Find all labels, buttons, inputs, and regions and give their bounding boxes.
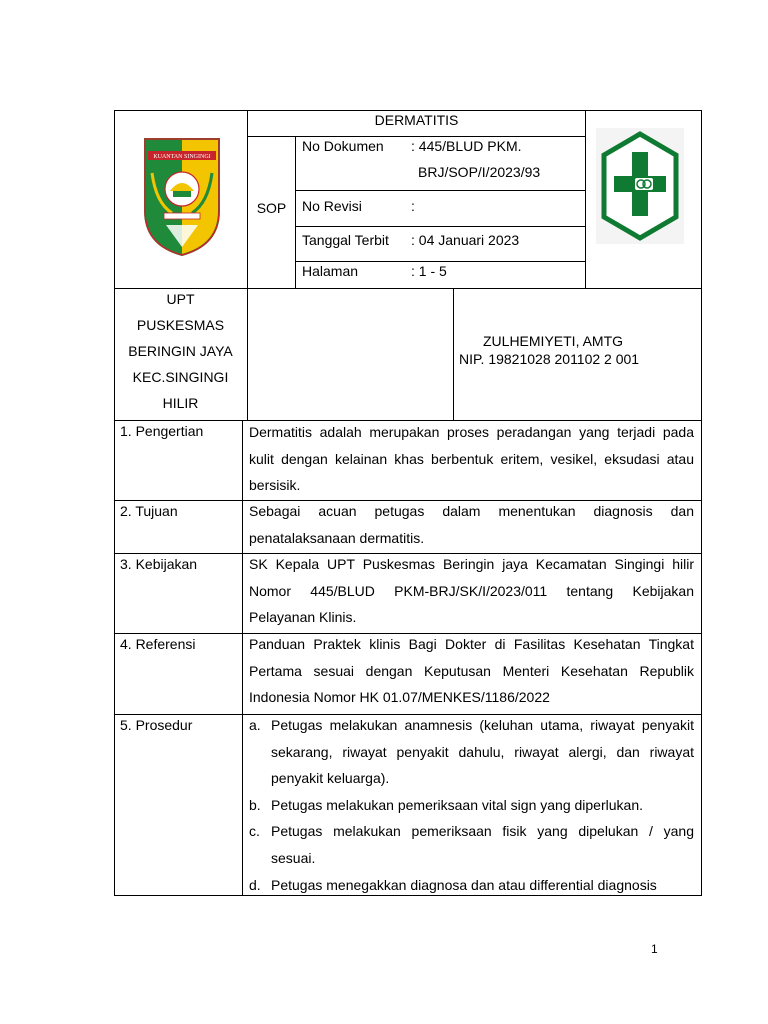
unit-line: BERINGIN JAYA — [128, 343, 233, 359]
no-dokumen-value-line2: BRJ/SOP/I/2023/93 — [418, 164, 541, 180]
unit-line: UPT — [166, 291, 195, 307]
unit-name — [114, 286, 247, 416]
section-text-kebijakan: SK Kepala UPT Puskesmas Beringin jaya Kecamatan Singingi hilir Nomor 445/BLUD PKM-BRJ/SK/I/2023/011 tentang Kebijakan Pelayanan Klinis. — [249, 556, 694, 625]
step-marker: b. — [249, 797, 261, 813]
section-label-tujuan: 2. Tujuan — [120, 503, 178, 519]
procedure-step — [249, 818, 694, 871]
regency-emblem-logo — [142, 133, 222, 257]
puskesmas-logo — [596, 128, 684, 244]
section-label-pengertian: 1. Pengertian — [120, 423, 204, 439]
step-marker: c. — [249, 823, 260, 839]
procedure-step — [249, 712, 694, 792]
no-revisi-value: : — [411, 198, 415, 214]
signatory-name: ZULHEMIYETI, AMTG — [483, 333, 624, 349]
step-text: Petugas menegakkan diagnosa dan atau differential diagnosis — [271, 877, 657, 893]
step-text: Petugas melakukan pemeriksaan fisik yang dipelukan / yang sesuai. — [271, 823, 694, 866]
no-dokumen-label: No Dokumen — [302, 138, 384, 154]
section-label-kebijakan: 3. Kebijakan — [120, 556, 198, 572]
step-marker: a. — [249, 717, 261, 733]
no-dokumen-value-line1: : 445/BLUD PKM. — [411, 138, 522, 154]
kuantan-singingi-emblem-icon — [142, 133, 222, 257]
section-label-referensi: 4. Referensi — [120, 636, 196, 652]
no-revisi-label: No Revisi — [302, 198, 362, 214]
section-text-tujuan: Sebagai acuan petugas dalam menentukan diagnosis dan penatalaksanaan dermatitis. — [249, 503, 694, 546]
unit-line: HILIR — [162, 395, 199, 411]
halaman-label: Halaman — [302, 263, 359, 279]
svg-text:KUANTAN SINGINGI: KUANTAN SINGINGI — [153, 154, 211, 160]
tanggal-terbit-value: : 04 Januari 2023 — [411, 232, 520, 248]
step-text: Petugas melakukan pemeriksaan vital sign yang diperlukan. — [271, 797, 643, 813]
halaman-value: : 1 - 5 — [411, 263, 447, 279]
section-label-prosedur: 5. Prosedur — [120, 717, 193, 733]
puskesmas-cross-icon — [596, 128, 684, 244]
unit-line: KEC.SINGINGI — [132, 369, 229, 385]
procedure-step — [249, 872, 694, 899]
section-text-referensi: Panduan Praktek klinis Bagi Dokter di Fasilitas Kesehatan Tingkat Pertama sesuai dengan Keputusan Menteri Kesehatan Republik Indonesia Nomor HK 01.07/MENKES/1186/2022 — [249, 636, 694, 705]
step-text: Petugas melakukan anamnesis (keluhan utama, riwayat penyakit sekarang, riwayat penyakit dahulu, riwayat alergi, dan riwayat penyakit keluarga). — [271, 717, 694, 786]
signatory-nip: NIP. 19821028 201102 2 001 — [459, 351, 640, 367]
page-number: 1 — [651, 942, 658, 956]
section-text-pengertian: Dermatitis adalah merupakan proses peradangan yang terjadi pada kulit dengan kelainan khas berbentuk eritem, vesikel, eksudasi atau bersisik. — [249, 424, 694, 493]
unit-line: PUSKESMAS — [136, 317, 225, 333]
tanggal-terbit-label: Tanggal Terbit — [302, 232, 389, 248]
procedure-step — [249, 792, 694, 819]
step-marker: d. — [249, 877, 261, 893]
document-title: DERMATITIS — [374, 112, 459, 128]
sop-label: SOP — [256, 200, 287, 216]
